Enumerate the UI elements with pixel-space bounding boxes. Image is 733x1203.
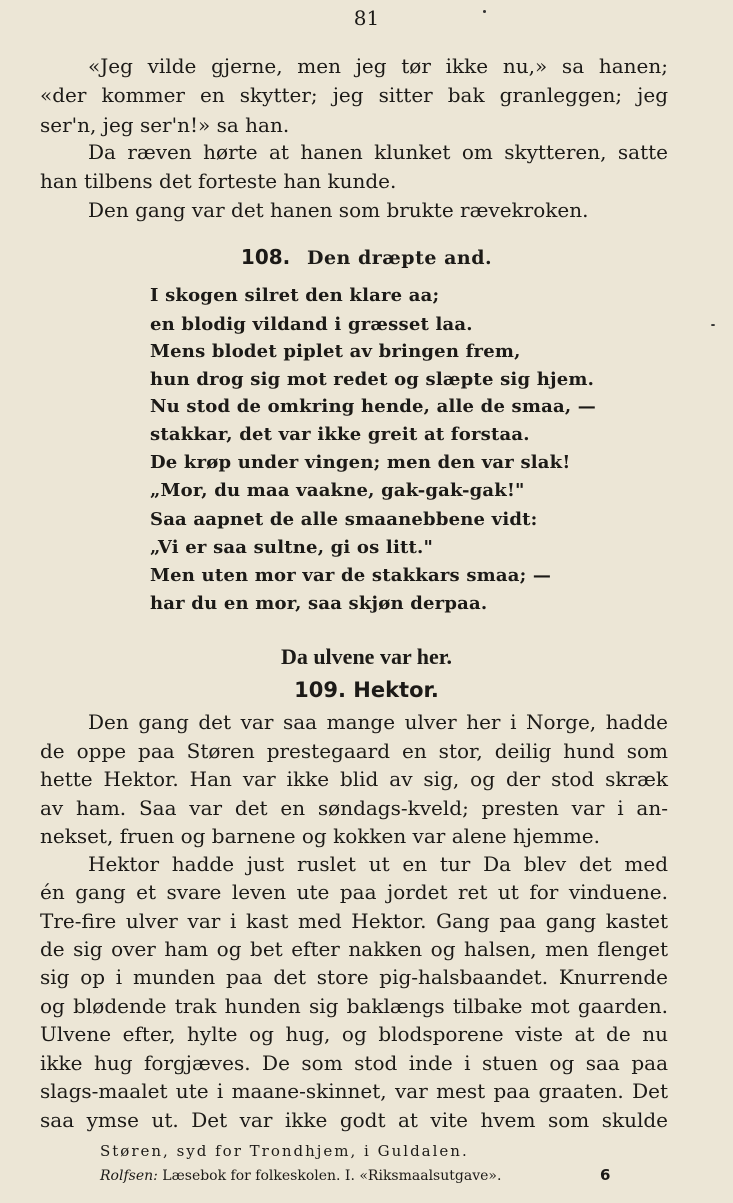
story-heading — [0, 678, 733, 702]
poem-line: har du en mor, saa skjøn derpaa. — [150, 593, 488, 614]
section-title: Da ulvene var her. — [280, 644, 453, 669]
story-line: sig op i munden paa det store pig-halsbaandet. Knurrende — [40, 965, 668, 989]
poem-number: 108. — [240, 245, 291, 269]
poem-line: Men uten mor var de stakkars smaa; — — [150, 565, 552, 586]
story-end-line: «Jeg vilde gjerne, men jeg tør ikke nu,» sa hanen; — [88, 54, 668, 78]
story-end-line: ser'n, jeg ser'n!» sa han. — [40, 113, 290, 137]
poem-line: De krøp under vingen; men den var slak! — [150, 452, 571, 473]
poem-heading — [0, 245, 733, 269]
story-end-line: «der kommer en skytter; jeg sitter bak granleggen; jeg — [40, 83, 668, 107]
signature-mark: 6 — [600, 1166, 611, 1184]
story-line: nekset, fruen og barnene og kokken var alene hjemme. — [40, 824, 600, 848]
story-line: Tre-fire ulver var i kast med Hektor. Gang paa gang kastet — [40, 909, 668, 933]
poem-line: Nu stod de omkring hende, alle de smaa, — — [150, 396, 597, 417]
story-line: hette Hektor. Han var ikke blid av sig, og der stod skræk — [40, 767, 668, 791]
poem-line: en blodig vildand i græsset laa. — [150, 314, 473, 335]
story-line: saa ymse ut. Det var ikke godt at vite hvem som skulde — [40, 1108, 668, 1132]
footer-title: Læsebok for folkeskolen. I. «Riksmaalsutgave». — [162, 1168, 502, 1184]
poem-line: „Mor, du maa vaakne, gak-gak-gak!" — [150, 480, 525, 501]
story-line: de sig over ham og bet efter nakken og halsen, men flenget — [40, 937, 668, 961]
poem-line: hun drog sig mot redet og slæpte sig hjem. — [150, 369, 595, 390]
footer-author: Rolfsen: — [100, 1168, 158, 1184]
page-number: 81 — [353, 6, 380, 30]
story-line: ikke hug forgjæves. De som stod inde i stuen og saa paa — [40, 1051, 668, 1075]
story-end-line: Den gang var det hanen som brukte rævekroken. — [88, 198, 589, 222]
poem-title: Den dræpte and. — [306, 247, 493, 269]
story-end-line: han tilbens det forteste han kunde. — [40, 169, 397, 193]
poem-line: I skogen silret den klare aa; — [150, 285, 440, 306]
story-line: Ulvene efter, hylte og hug, og blodsporene viste at de nu — [40, 1022, 668, 1046]
poem-line: Saa aapnet de alle smaanebbene vidt: — [150, 509, 538, 530]
poem-line: Mens blodet piplet av bringen frem, — [150, 341, 521, 362]
footnote: Støren, syd for Trondhjem, i Guldalen. — [100, 1142, 469, 1160]
poem-line: „Vi er saa sultne, gi os litt." — [150, 537, 434, 558]
story-number: 109. — [294, 678, 346, 702]
story-line: de oppe paa Støren prestegaard en stor, deilig hund som — [40, 739, 668, 763]
story-line: slags-maalet ute i maane-skinnet, var mest paa graaten. Det — [40, 1079, 668, 1103]
story-line: Den gang det var saa mange ulver her i Norge, hadde — [88, 710, 668, 734]
print-speck — [711, 324, 715, 326]
story-line: Hektor hadde just ruslet ut en tur Da blev det med — [88, 852, 668, 876]
story-line: én gang et svare leven ute paa jordet ret ut for vinduene. — [40, 880, 668, 904]
story-end-line: Da ræven hørte at hanen klunket om skytteren, satte — [88, 140, 668, 164]
print-speck — [483, 10, 486, 13]
story-line: og blødende trak hunden sig baklængs tilbake mot gaarden. — [40, 994, 668, 1018]
story-title: Hektor. — [353, 678, 439, 702]
story-line: av ham. Saa var det en søndags-kveld; presten var i an- — [40, 796, 668, 820]
poem-line: stakkar, det var ikke greit at forstaa. — [150, 424, 530, 445]
page-footer — [100, 1168, 501, 1184]
